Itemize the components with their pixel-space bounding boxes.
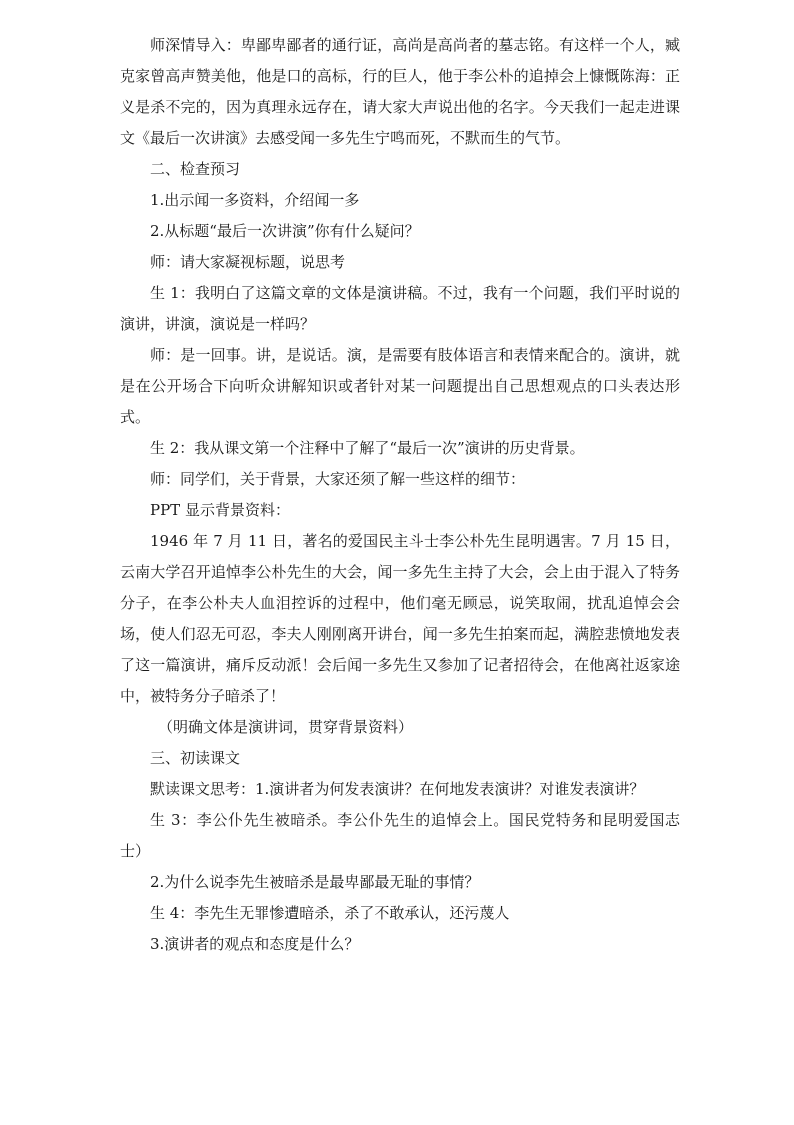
paragraph-background: 1946 年 7 月 11 日，著名的爱国民主斗士李公朴先生昆明遇害。7 月 15 日，云南大学召开追悼李公朴先生的大会，闻一多先生主持了大会，会上由于混入了特务分子，在李公朴夫人血泪控诉的过程中，他们毫无顾忌，说笑取闹，扰乱追悼会会场，使人们忍无可忍，李夫人刚刚离开讲台，闻一多先生拍案而起，满腔悲愤地发表了这一篇演讲，痛斥反动派！会后闻一多先生又参加了记者招待会，在他离社返家途中，被特务分子暗杀了！ [120,532,680,705]
heading-section-2: 二、检查预习 [150,160,241,178]
paragraph-note: （明确文体是演讲词，贯穿背景资料） [158,718,414,736]
paragraph-student-1: 生 1：我明白了这篇文章的文体是演讲稿。不过，我有一个问题，我们平时说的演讲，讲演，演说是一样吗？ [120,284,680,333]
paragraph-student-4: 生 4：李先生无罪惨遭暗杀，杀了不敢承认，还污蔑人 [150,904,510,922]
paragraph-intro: 师深情导入：卑鄙卑鄙者的通行证，高尚是高尚者的墓志铭。有这样一个人，臧克家曾高声赞美他，他是口的高标，行的巨人，他于李公朴的追掉会上慷慨陈海：正义是杀不完的，因为真理永远存在，请大家大声说出他的名字。今天我们一起走进课文《最后一次讲演》去感受闻一多先生宁鸣而死，不默而生的气节。 [120,36,680,147]
paragraph-question-1: 默读课文思考：1.演讲者为何发表演讲？在何地发表演讲？对谁发表演讲？ [150,780,645,798]
paragraph-ppt-label: PPT 显示背景资料： [150,501,290,519]
paragraph-student-3: 生 3：李公仆先生被暗杀。李公仆先生的追悼会上。国民党特务和昆明爱国志士） [120,811,680,860]
paragraph-question-2: 2.为什么说李先生被暗杀是最卑鄙最无耻的事情？ [150,873,480,891]
paragraph-item-1: 1.出示闻一多资料，介绍闻一多 [150,191,360,209]
paragraph-teacher-1: 师：请大家凝视标题，说思考 [150,253,346,271]
paragraph-question-3: 3.演讲者的观点和态度是什么？ [150,935,360,953]
paragraph-item-2: 2.从标题“最后一次讲演”你有什么疑问？ [150,222,420,240]
paragraph-teacher-2: 师：是一回事。讲，是说话。演，是需要有肢体语言和表情来配合的。演讲，就是在公开场合下向听众讲解知识或者针对某一问题提出自己思想观点的口头表达形式。 [120,346,680,426]
heading-section-3: 三、初读课文 [150,749,241,767]
paragraph-teacher-3: 师：同学们，关于背景，大家还须了解一些这样的细节： [150,470,526,488]
document-body [120,30,680,960]
paragraph-student-2: 生 2：我从课文第一个注释中了解了“最后一次”演讲的历史背景。 [150,439,585,457]
